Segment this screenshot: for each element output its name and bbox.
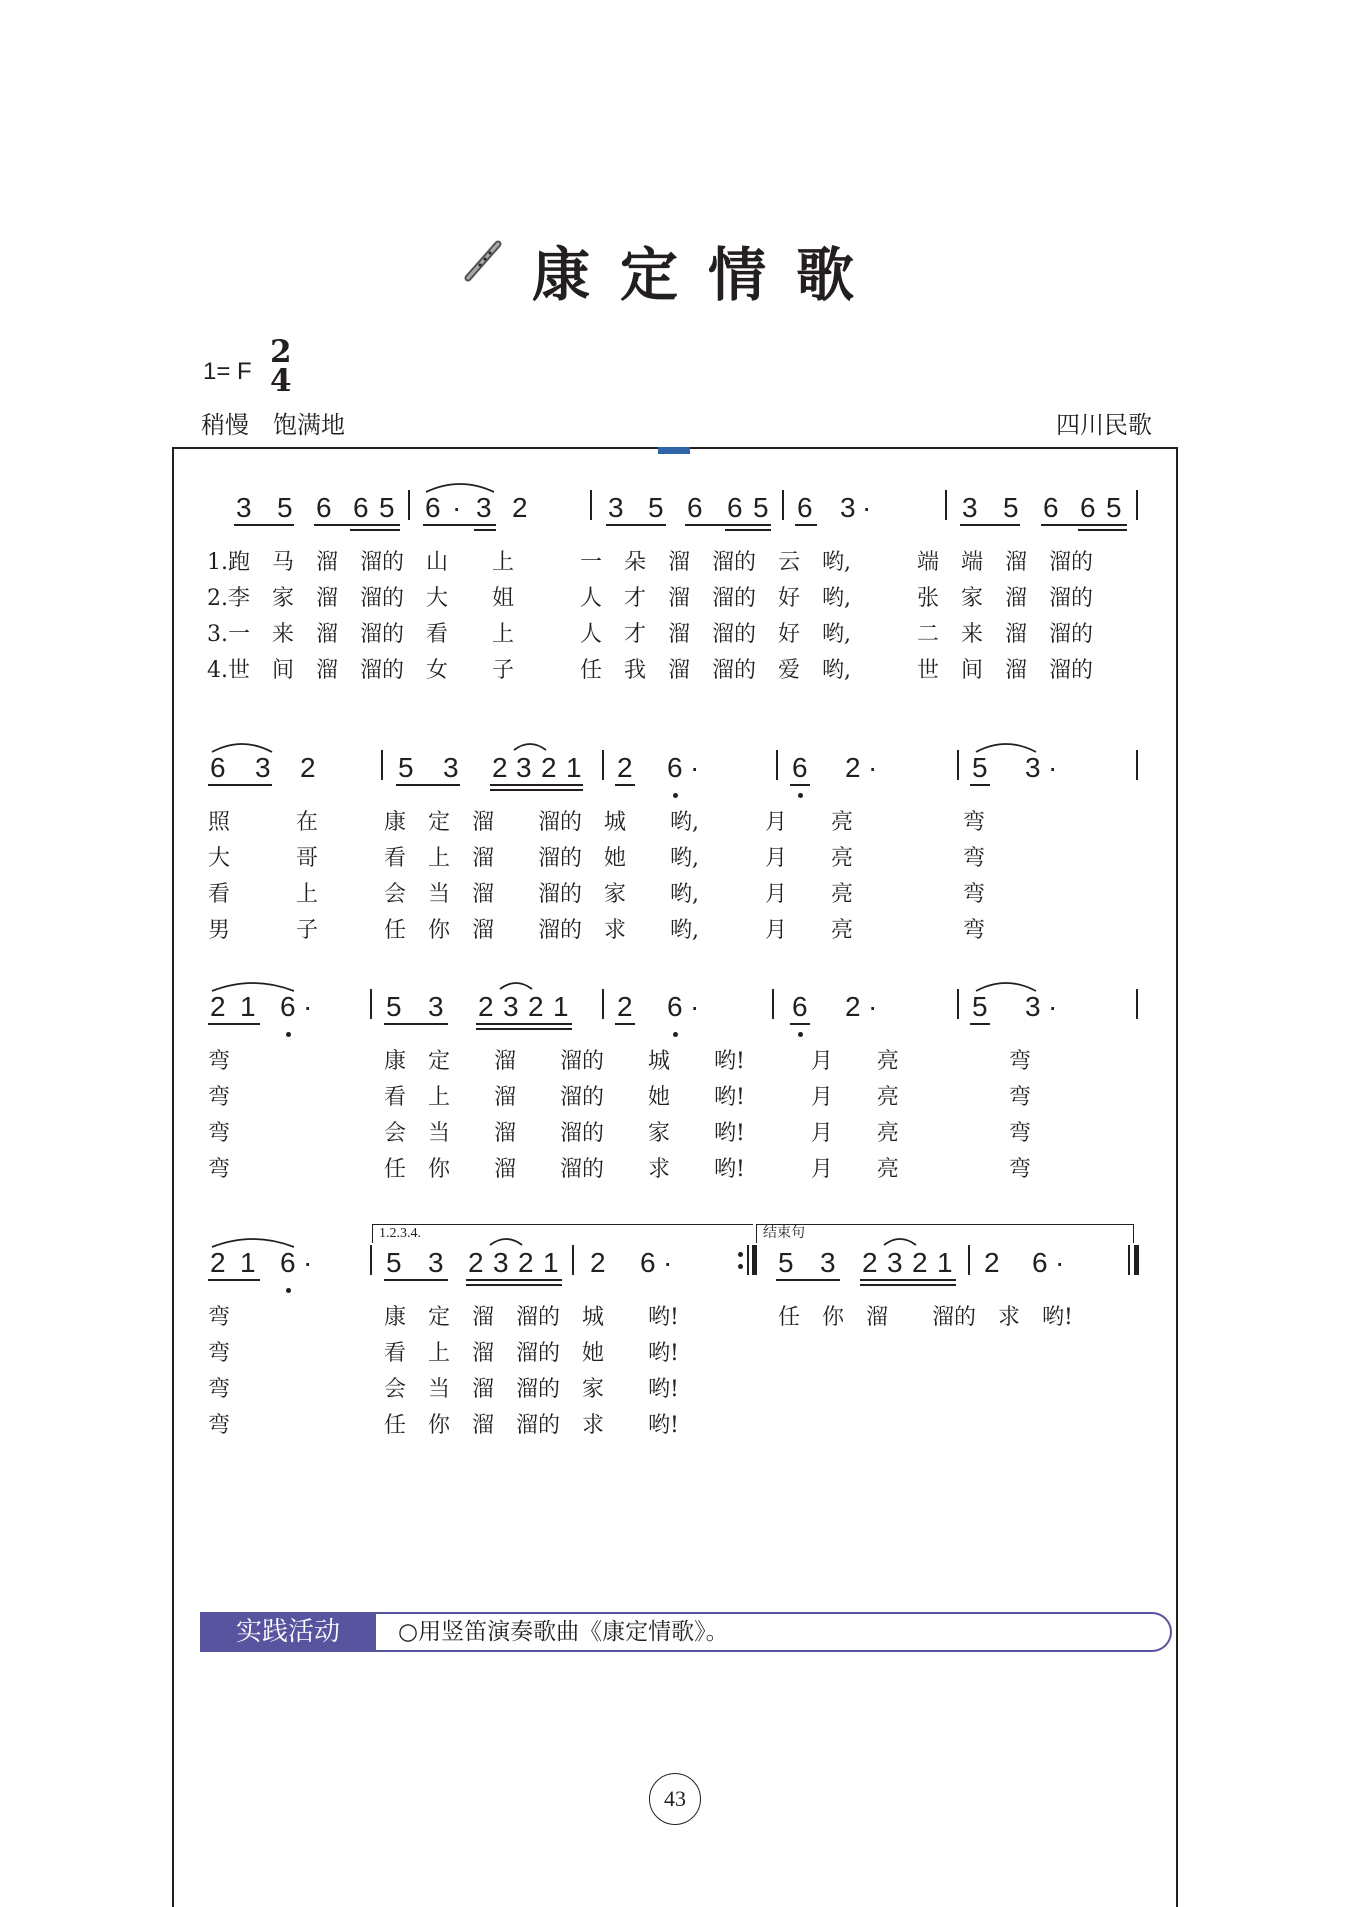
practice-label: 实践活动	[200, 1612, 376, 1652]
underline	[615, 1023, 635, 1025]
slur	[974, 979, 1038, 993]
note: 5	[972, 752, 988, 783]
underline	[490, 789, 583, 791]
underline	[790, 1023, 810, 1025]
slur	[210, 740, 274, 754]
ending-lyric: 任 你 溜 溜的 求 哟!	[778, 1305, 1073, 1330]
note: 3	[255, 752, 271, 783]
slur	[974, 740, 1038, 754]
slur	[488, 1235, 524, 1247]
lyric-line: 弯 看 上 溜 溜的 她 哟! 月 亮 弯	[208, 1085, 1031, 1110]
note: 6	[687, 492, 703, 523]
note: 5	[379, 492, 395, 523]
slur	[882, 1235, 918, 1247]
note-dot: ·	[690, 752, 700, 783]
note: 2	[300, 752, 316, 783]
underline	[476, 1028, 572, 1030]
practice-activity	[200, 1612, 1150, 1652]
lower-octave-dot	[798, 1032, 803, 1037]
underline	[384, 1023, 448, 1025]
note-dot: ·	[303, 1247, 313, 1278]
note-dot: ·	[868, 752, 878, 783]
lyric-line: 大 哥 看 上 溜 溜的 她 哟, 月 亮 弯	[208, 846, 985, 871]
barline	[370, 1245, 372, 1275]
time-signature-bottom: 4	[270, 363, 292, 399]
song-origin: 四川民歌	[1056, 411, 1152, 439]
final-barline	[1128, 1245, 1130, 1275]
underline	[466, 1279, 562, 1281]
note: 6	[797, 492, 813, 523]
note: 3	[962, 492, 978, 523]
lyric-line: 弯 任 你 溜 溜的 求 哟! 月 亮 弯	[208, 1157, 1031, 1182]
lyric-line: 弯 会 当 溜 溜的 家 哟!	[208, 1377, 679, 1402]
note: 6	[667, 991, 683, 1022]
barline	[776, 750, 778, 780]
barline	[602, 989, 604, 1019]
note: 6	[425, 492, 441, 523]
note: 2	[617, 991, 633, 1022]
underline	[350, 529, 400, 531]
note-dot: ·	[862, 492, 872, 523]
underline	[1041, 524, 1127, 526]
underline	[490, 784, 583, 786]
note: 2	[492, 752, 508, 783]
underline	[234, 524, 294, 526]
underline	[790, 784, 810, 786]
underline	[1078, 529, 1127, 531]
volta-first-ending: 1.2.3.4.	[372, 1224, 753, 1243]
underline	[615, 784, 635, 786]
underline	[384, 1279, 448, 1281]
note: 5	[753, 492, 769, 523]
note-dot: ·	[1048, 752, 1058, 783]
lyric-line: 2.李 家 溜 溜的 大 姐 人 才 溜 溜的 好 哟, 张 家 溜 溜的	[207, 586, 1093, 611]
note: 6	[667, 752, 683, 783]
barline	[408, 490, 410, 520]
note: 2	[512, 492, 528, 523]
slur	[498, 979, 534, 991]
lyric-line: 弯 会 当 溜 溜的 家 哟! 月 亮 弯	[208, 1121, 1031, 1146]
key-signature: 1= F	[203, 358, 252, 385]
note: 6	[1043, 492, 1059, 523]
repeat-dot	[738, 1264, 743, 1269]
underline	[476, 1023, 572, 1025]
volta-final-ending: 结束句	[756, 1224, 1134, 1243]
barline	[370, 989, 372, 1019]
lyric-line: 看 上 会 当 溜 溜的 家 哟, 月 亮 弯	[208, 882, 985, 907]
note-dot: ·	[690, 991, 700, 1022]
lyric-line: 弯 康 定 溜 溜的 城 哟!	[208, 1305, 679, 1330]
note: 6	[280, 991, 296, 1022]
barline	[945, 490, 947, 520]
note-dot: ·	[452, 492, 462, 523]
lower-octave-dot	[673, 1032, 678, 1037]
note: 6	[727, 492, 743, 523]
final-barline-thick	[1134, 1245, 1139, 1275]
lower-octave-dot	[286, 1288, 291, 1293]
note: 2	[210, 991, 226, 1022]
lower-octave-dot	[798, 793, 803, 798]
note: 3	[236, 492, 252, 523]
note-dot: ·	[663, 1247, 673, 1278]
barline	[957, 989, 959, 1019]
slur	[210, 979, 296, 993]
note: 2	[518, 1247, 534, 1278]
note: 5	[386, 991, 402, 1022]
underline	[208, 1023, 260, 1025]
slur	[512, 740, 548, 752]
note-dot: ·	[1048, 991, 1058, 1022]
practice-text: ○用竖笛演奏歌曲《康定情歌》。	[376, 1612, 1172, 1652]
note: 2	[528, 991, 544, 1022]
underline	[860, 1279, 956, 1281]
note-dot: ·	[868, 991, 878, 1022]
underline	[466, 1284, 562, 1286]
lyric-line: 弯 看 上 溜 溜的 她 哟!	[208, 1341, 679, 1366]
note: 3	[428, 1247, 444, 1278]
note: 5	[778, 1247, 794, 1278]
lyric-line: 照 在 康 定 溜 溜的 城 哟, 月 亮 弯	[208, 810, 985, 835]
underline	[860, 1284, 956, 1286]
underline	[960, 524, 1020, 526]
lyric-line: 男 子 任 你 溜 溜的 求 哟, 月 亮 弯	[208, 918, 985, 943]
underline	[685, 524, 771, 526]
note: 1	[240, 991, 256, 1022]
note: 5	[386, 1247, 402, 1278]
tempo-marking: 稍慢 饱满地	[201, 411, 345, 439]
note: 3	[1025, 991, 1041, 1022]
lower-octave-dot	[286, 1032, 291, 1037]
lyric-line: 弯 康 定 溜 溜的 城 哟! 月 亮 弯	[208, 1049, 1031, 1074]
note: 6	[316, 492, 332, 523]
slur	[210, 1235, 296, 1249]
underline	[606, 524, 666, 526]
barline	[1136, 989, 1138, 1019]
note: 2	[468, 1247, 484, 1278]
barline	[381, 750, 383, 780]
barline	[968, 1245, 970, 1275]
underline	[423, 524, 496, 526]
note: 5	[1106, 492, 1122, 523]
note: 6	[792, 991, 808, 1022]
page-title: 康定情歌	[531, 241, 884, 309]
lyric-line: 3.一 来 溜 溜的 看 上 人 才 溜 溜的 好 哟, 二 来 溜 溜的	[207, 622, 1093, 647]
note-dot: ·	[1055, 1247, 1065, 1278]
note: 5	[648, 492, 664, 523]
underline	[970, 1023, 990, 1025]
barline	[957, 750, 959, 780]
note: 3	[476, 492, 492, 523]
note: 3	[887, 1247, 903, 1278]
note: 1	[937, 1247, 953, 1278]
time-signature	[270, 334, 292, 399]
underline	[795, 524, 817, 526]
note-dot: ·	[303, 991, 313, 1022]
note: 3	[820, 1247, 836, 1278]
note: 2	[845, 991, 861, 1022]
note: 6	[280, 1247, 296, 1278]
note: 2	[617, 752, 633, 783]
underline	[314, 524, 400, 526]
barline	[602, 750, 604, 780]
note: 1	[553, 991, 569, 1022]
underline	[725, 529, 771, 531]
note: 2	[862, 1247, 878, 1278]
note: 2	[210, 1247, 226, 1278]
lyric-line: 4.世 间 溜 溜的 女 子 任 我 溜 溜的 爱 哟, 世 间 溜 溜的	[207, 658, 1093, 683]
note: 3	[443, 752, 459, 783]
note: 1	[240, 1247, 256, 1278]
underline	[396, 784, 460, 786]
note: 2	[541, 752, 557, 783]
note: 6	[210, 752, 226, 783]
underline	[474, 529, 496, 531]
note: 2	[590, 1247, 606, 1278]
repeat-barline	[747, 1245, 749, 1275]
barline	[1136, 750, 1138, 780]
lyric-line: 1.跑 马 溜 溜的 山 上 一 朵 溜 溜的 云 哟, 端 端 溜 溜的	[207, 550, 1093, 575]
slur	[424, 480, 496, 494]
note: 1	[566, 752, 582, 783]
frame-tab	[658, 447, 690, 454]
barline	[590, 490, 592, 520]
lyric-line: 弯 任 你 溜 溜的 求 哟!	[208, 1413, 679, 1438]
note: 6	[1032, 1247, 1048, 1278]
repeat-dot	[738, 1252, 743, 1257]
note: 5	[1003, 492, 1019, 523]
note: 5	[398, 752, 414, 783]
note: 2	[478, 991, 494, 1022]
note: 3	[608, 492, 624, 523]
note: 2	[912, 1247, 928, 1278]
repeat-barline-thick	[752, 1245, 757, 1275]
note: 6	[792, 752, 808, 783]
underline	[208, 1279, 260, 1281]
underline	[970, 784, 990, 786]
note: 3	[1025, 752, 1041, 783]
barline	[572, 1245, 574, 1275]
barline	[782, 490, 784, 520]
note: 3	[840, 492, 856, 523]
lower-octave-dot	[673, 793, 678, 798]
note: 3	[516, 752, 532, 783]
note: 3	[428, 991, 444, 1022]
note: 2	[845, 752, 861, 783]
barline	[772, 989, 774, 1019]
note: 3	[503, 991, 519, 1022]
underline	[776, 1279, 840, 1281]
note: 6	[1080, 492, 1096, 523]
time-signature-top: 2	[270, 334, 292, 370]
underline	[208, 784, 272, 786]
note: 3	[493, 1247, 509, 1278]
note: 6	[353, 492, 369, 523]
page-number: 43	[649, 1773, 701, 1825]
note: 2	[984, 1247, 1000, 1278]
note: 5	[972, 991, 988, 1022]
barline	[1136, 490, 1138, 520]
note: 1	[543, 1247, 559, 1278]
note: 6	[640, 1247, 656, 1278]
note: 5	[277, 492, 293, 523]
